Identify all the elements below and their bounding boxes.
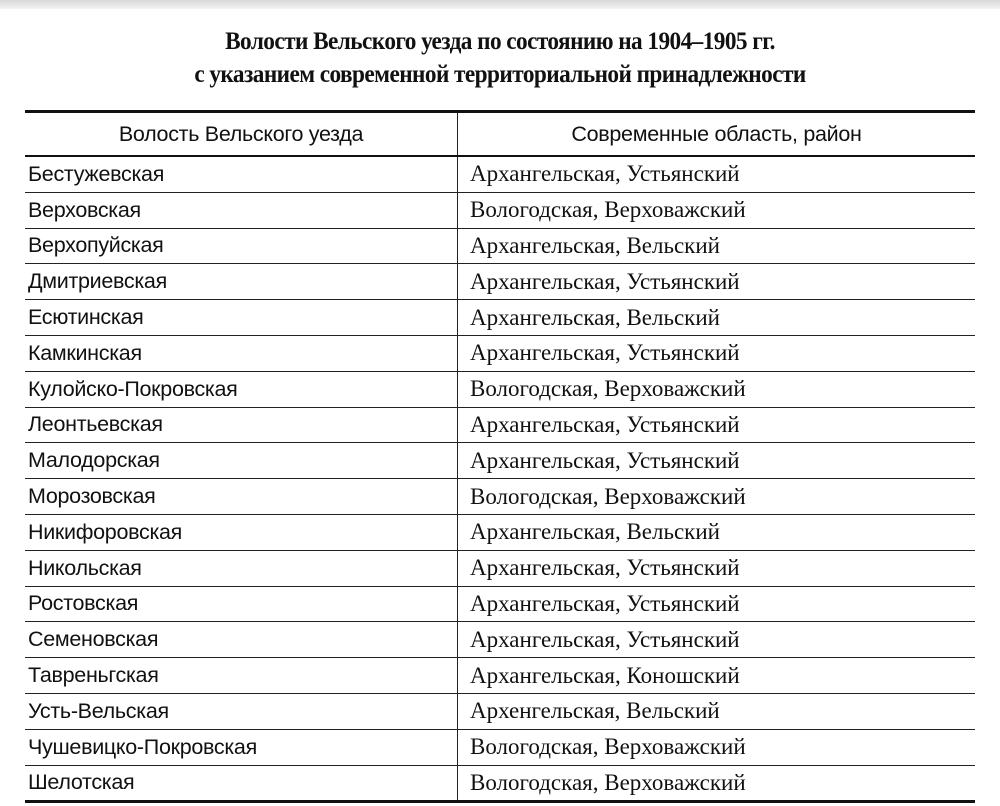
region-cell: Вологодская, Верховажский (458, 371, 976, 407)
table-title-line-1: Волости Вельского уезда по состоянию на 1904–1905 гг. (225, 28, 775, 55)
table-row (25, 693, 975, 729)
volost-cell: Есютинская (25, 300, 458, 336)
region-cell: Вологодская, Верховажский (470, 769, 746, 795)
region-cell: Архангельская, Устьянский (458, 156, 976, 192)
volost-cell: Камкинская (25, 335, 458, 371)
region-cell: Вологодская, Верховажский (458, 479, 976, 515)
volost-cell: Ростовская (25, 586, 458, 622)
table-row (25, 156, 975, 192)
region-cell: Вологодская, Верховажский (458, 192, 976, 228)
volost-table (25, 110, 975, 803)
region-cell: Архангельская, Устьянский (458, 586, 976, 622)
region-cell: Архангельская, Устьянский (458, 443, 976, 479)
table-row (25, 443, 975, 479)
region-cell: Архангельская, Вельский (458, 514, 976, 550)
region-cell: Архангельская, Устьянский (458, 335, 976, 371)
volost-cell: Чушевицко-Покровская (25, 729, 458, 765)
table-row (25, 622, 975, 658)
table-row (25, 335, 975, 371)
table-row (25, 658, 975, 694)
table-header-row (25, 112, 975, 157)
table-row (25, 264, 975, 300)
region-cell: Архангельская, Устьянский (458, 264, 976, 300)
region-cell: Архангельская, Вельский (458, 300, 976, 336)
table-row (25, 192, 975, 228)
volost-cell: Бестужевская (25, 156, 458, 192)
table-title-line-2: с указанием современной территориальной принадлежности (194, 61, 806, 88)
table-row (25, 371, 975, 407)
region-cell: Вологодская, Верховажский (458, 729, 976, 765)
table-row (25, 407, 975, 443)
volost-cell: Верховская (25, 192, 458, 228)
table-row (25, 479, 975, 515)
table-row (25, 550, 975, 586)
table-row (25, 729, 975, 765)
volost-cell: Семеновская (25, 622, 458, 658)
region-cell: Архангельская, Вельский (458, 228, 976, 264)
volost-cell: Никифоровская (25, 514, 458, 550)
region-cell: Архенгельская, Вельский (458, 693, 976, 729)
region-cell: Архангельская, Устьянский (458, 622, 976, 658)
volost-cell: Морозовская (25, 479, 458, 515)
table-row (25, 514, 975, 550)
table-row (25, 586, 975, 622)
header-region: Современные область, район (458, 112, 976, 157)
table-row (25, 300, 975, 336)
top-edge (0, 0, 1000, 9)
volost-cell: Малодорская (25, 443, 458, 479)
volost-cell: Шелотская (25, 765, 458, 802)
volost-cell: Кулойско-Покровская (25, 371, 458, 407)
table-row (25, 765, 975, 802)
header-volost: Волость Вельского уезда (25, 112, 458, 157)
region-cell: Архангельская, Устьянский (458, 407, 976, 443)
volost-cell: Никольская (25, 550, 458, 586)
volost-cell: Леонтьевская (25, 407, 458, 443)
volost-cell: Тавреньгская (25, 658, 458, 694)
volost-cell: Усть-Вельская (25, 693, 458, 729)
volost-cell: Верхопуйская (25, 228, 458, 264)
region-cell: Архангельская, Коношский (458, 658, 976, 694)
volost-cell: Дмитриевская (25, 264, 458, 300)
region-cell: Архангельская, Устьянский (458, 550, 976, 586)
table-row (25, 228, 975, 264)
